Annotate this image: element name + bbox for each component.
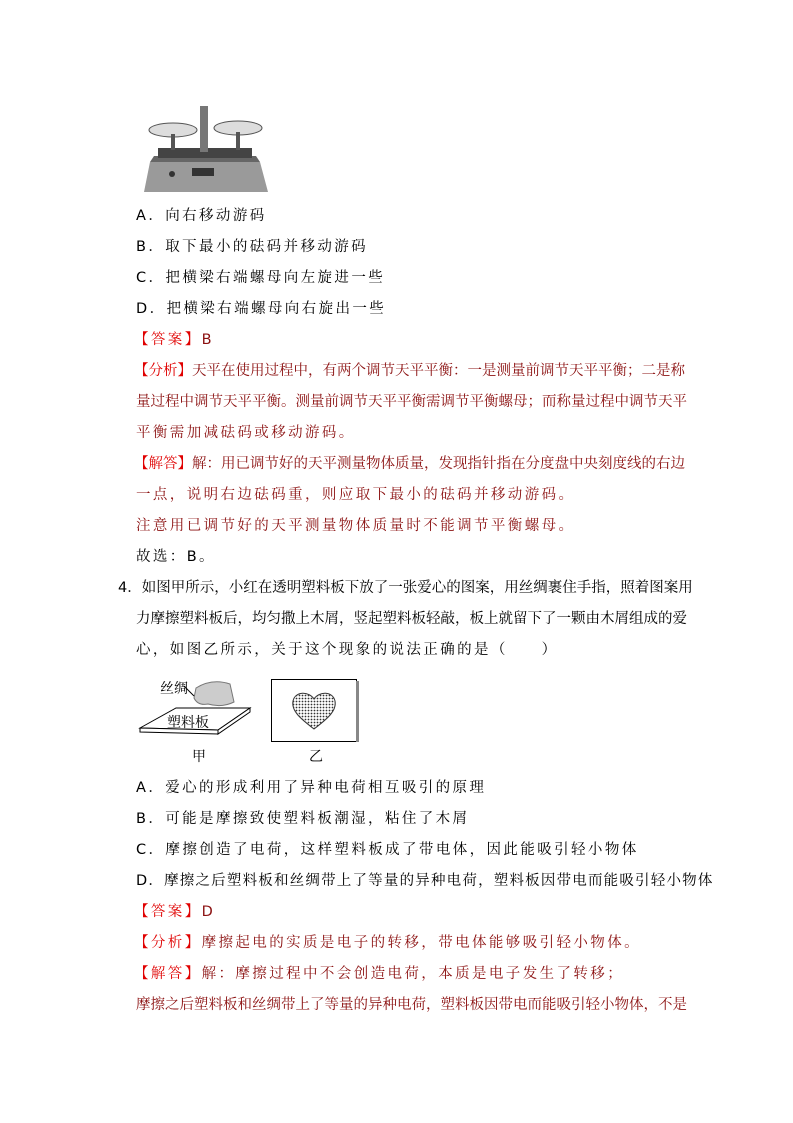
q4-option-a: A．爱心的形成利用了异种电荷相互吸引的原理	[136, 780, 487, 796]
q3-choice: 故选：B。	[136, 549, 216, 565]
q3-analysis-line: 平衡需加减砝码或移动游码。	[136, 425, 356, 441]
analysis-text: 天平在使用过程中，有两个调节天平平衡：一是测量前调节天平平衡；二是称	[192, 363, 685, 379]
solution-text: 解：摩擦过程中不会创造电荷，本质是电子发生了转移；	[201, 966, 625, 982]
q3-answer	[134, 330, 214, 350]
q3-option-b: B．取下最小的砝码并移动游码	[136, 239, 369, 255]
q4-stem-line: 心，如图乙所示，关于这个现象的说法正确的是（ ）	[136, 642, 559, 658]
solution-tag: 【解答】	[134, 966, 202, 982]
q4-solution-line	[134, 964, 624, 984]
q3-solution-line: 注意用已调节好的天平测量物体质量时不能调节平衡螺母。	[136, 518, 576, 534]
caption-jia: 甲	[192, 749, 206, 765]
q4-analysis	[134, 933, 641, 953]
analysis-tag: 【分析】	[134, 363, 192, 379]
q3-solution-line	[134, 454, 685, 474]
q3-solution-line: 一点，说明右边砝码重，则应取下最小的砝码并移动游码。	[136, 487, 576, 503]
q4-option-d: D．摩擦之后塑料板和丝绸带上了等量的异种电荷，塑料板因带电而能吸引轻小物体	[136, 873, 714, 889]
answer-value: D	[201, 904, 216, 920]
analysis-text: 摩擦起电的实质是电子的转移，带电体能够吸引轻小物体。	[201, 935, 642, 951]
q4-option-c: C．摩擦创造了电荷，这样塑料板成了带电体，因此能吸引轻小物体	[136, 842, 639, 858]
solution-text: 解：用已调节好的天平测量物体质量，发现指针指在分度盘中央刻度线的右边	[192, 456, 685, 472]
q3-option-d: D．把横梁右端螺母向右旋出一些	[136, 301, 387, 317]
answer-value: B	[201, 332, 214, 348]
q4-answer	[134, 902, 215, 922]
q3-analysis-line	[134, 361, 685, 381]
answer-tag: 【答案】	[134, 904, 202, 920]
caption-yi: 乙	[309, 749, 323, 765]
label-plastic-board: 塑料板	[167, 715, 209, 731]
balance-scale-image	[138, 100, 272, 194]
q3-option-a: A．向右移动游码	[136, 208, 267, 224]
q4-option-b: B．可能是摩擦致使塑料板潮湿，粘住了木屑	[136, 811, 470, 827]
analysis-tag: 【分析】	[134, 935, 202, 951]
q3-option-c: C．把横梁右端螺母向左旋进一些	[136, 270, 386, 286]
answer-tag: 【答案】	[134, 332, 202, 348]
solution-tag: 【解答】	[134, 456, 192, 472]
q3-analysis-line: 量过程中调节天平平衡。测量前调节天平平衡需调节平衡螺母；而称量过程中调节天平	[136, 394, 687, 410]
q4-solution-line: 摩擦之后塑料板和丝绸带上了等量的异种电荷，塑料板因带电而能吸引轻小物体，不是	[136, 997, 687, 1013]
q4-stem-line: 4．如图甲所示，小红在透明塑料板下放了一张爱心的图案，用丝绸裹住手指，照着图案用	[118, 580, 693, 596]
q4-stem-line: 力摩擦塑料板后，均匀撒上木屑，竖起塑料板轻敲，板上就留下了一颗由木屑组成的爱	[136, 611, 687, 627]
figure-yi-heart	[271, 679, 361, 743]
label-silk: 丝绸	[160, 681, 188, 697]
